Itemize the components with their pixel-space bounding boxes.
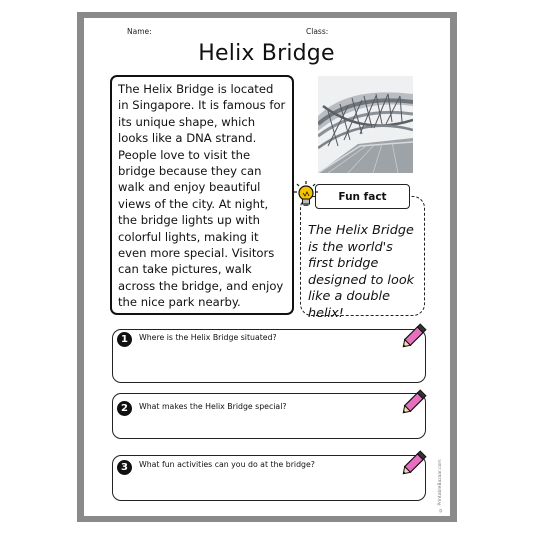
bridge-photo: [318, 76, 413, 173]
question-number-3: 3: [117, 460, 132, 475]
lightbulb-icon: [293, 180, 319, 210]
pencil-icon: [402, 447, 430, 475]
fun-fact-text: The Helix Bridge is the world's first bridge designed to look like a double helix!: [308, 223, 415, 321]
pencil-icon: [402, 386, 430, 414]
fun-fact-label: Fun fact: [315, 184, 410, 209]
question-1-text: Where is the Helix Bridge situated?: [139, 333, 277, 342]
bridge-illustration-icon: [318, 76, 413, 173]
question-number-2: 2: [117, 401, 132, 416]
question-2-box[interactable]: [112, 393, 426, 439]
pencil-icon: [402, 320, 430, 348]
question-number-1: 1: [117, 332, 132, 347]
name-label: Name:: [127, 27, 152, 36]
reading-passage: The Helix Bridge is located in Singapore. It is famous for its unique shape, which looks like a DNA strand. People love to visit the bridge because they can walk and enjoy beautiful views of the city. At night, the bridge lights up with colorful lights, making it even more special. Visitors can take pictures, walk across the bridge, and enjoy the nice park nearby.: [110, 75, 294, 315]
question-3-text: What fun activities can you do at the bridge?: [139, 460, 315, 469]
question-2-text: What makes the Helix Bridge special?: [139, 402, 287, 411]
class-label: Class:: [306, 27, 329, 36]
fun-fact-box: [300, 196, 425, 321]
copyright-footer: © PrintableBazaar.com: [438, 459, 443, 512]
page-title: Helix Bridge: [198, 41, 335, 66]
